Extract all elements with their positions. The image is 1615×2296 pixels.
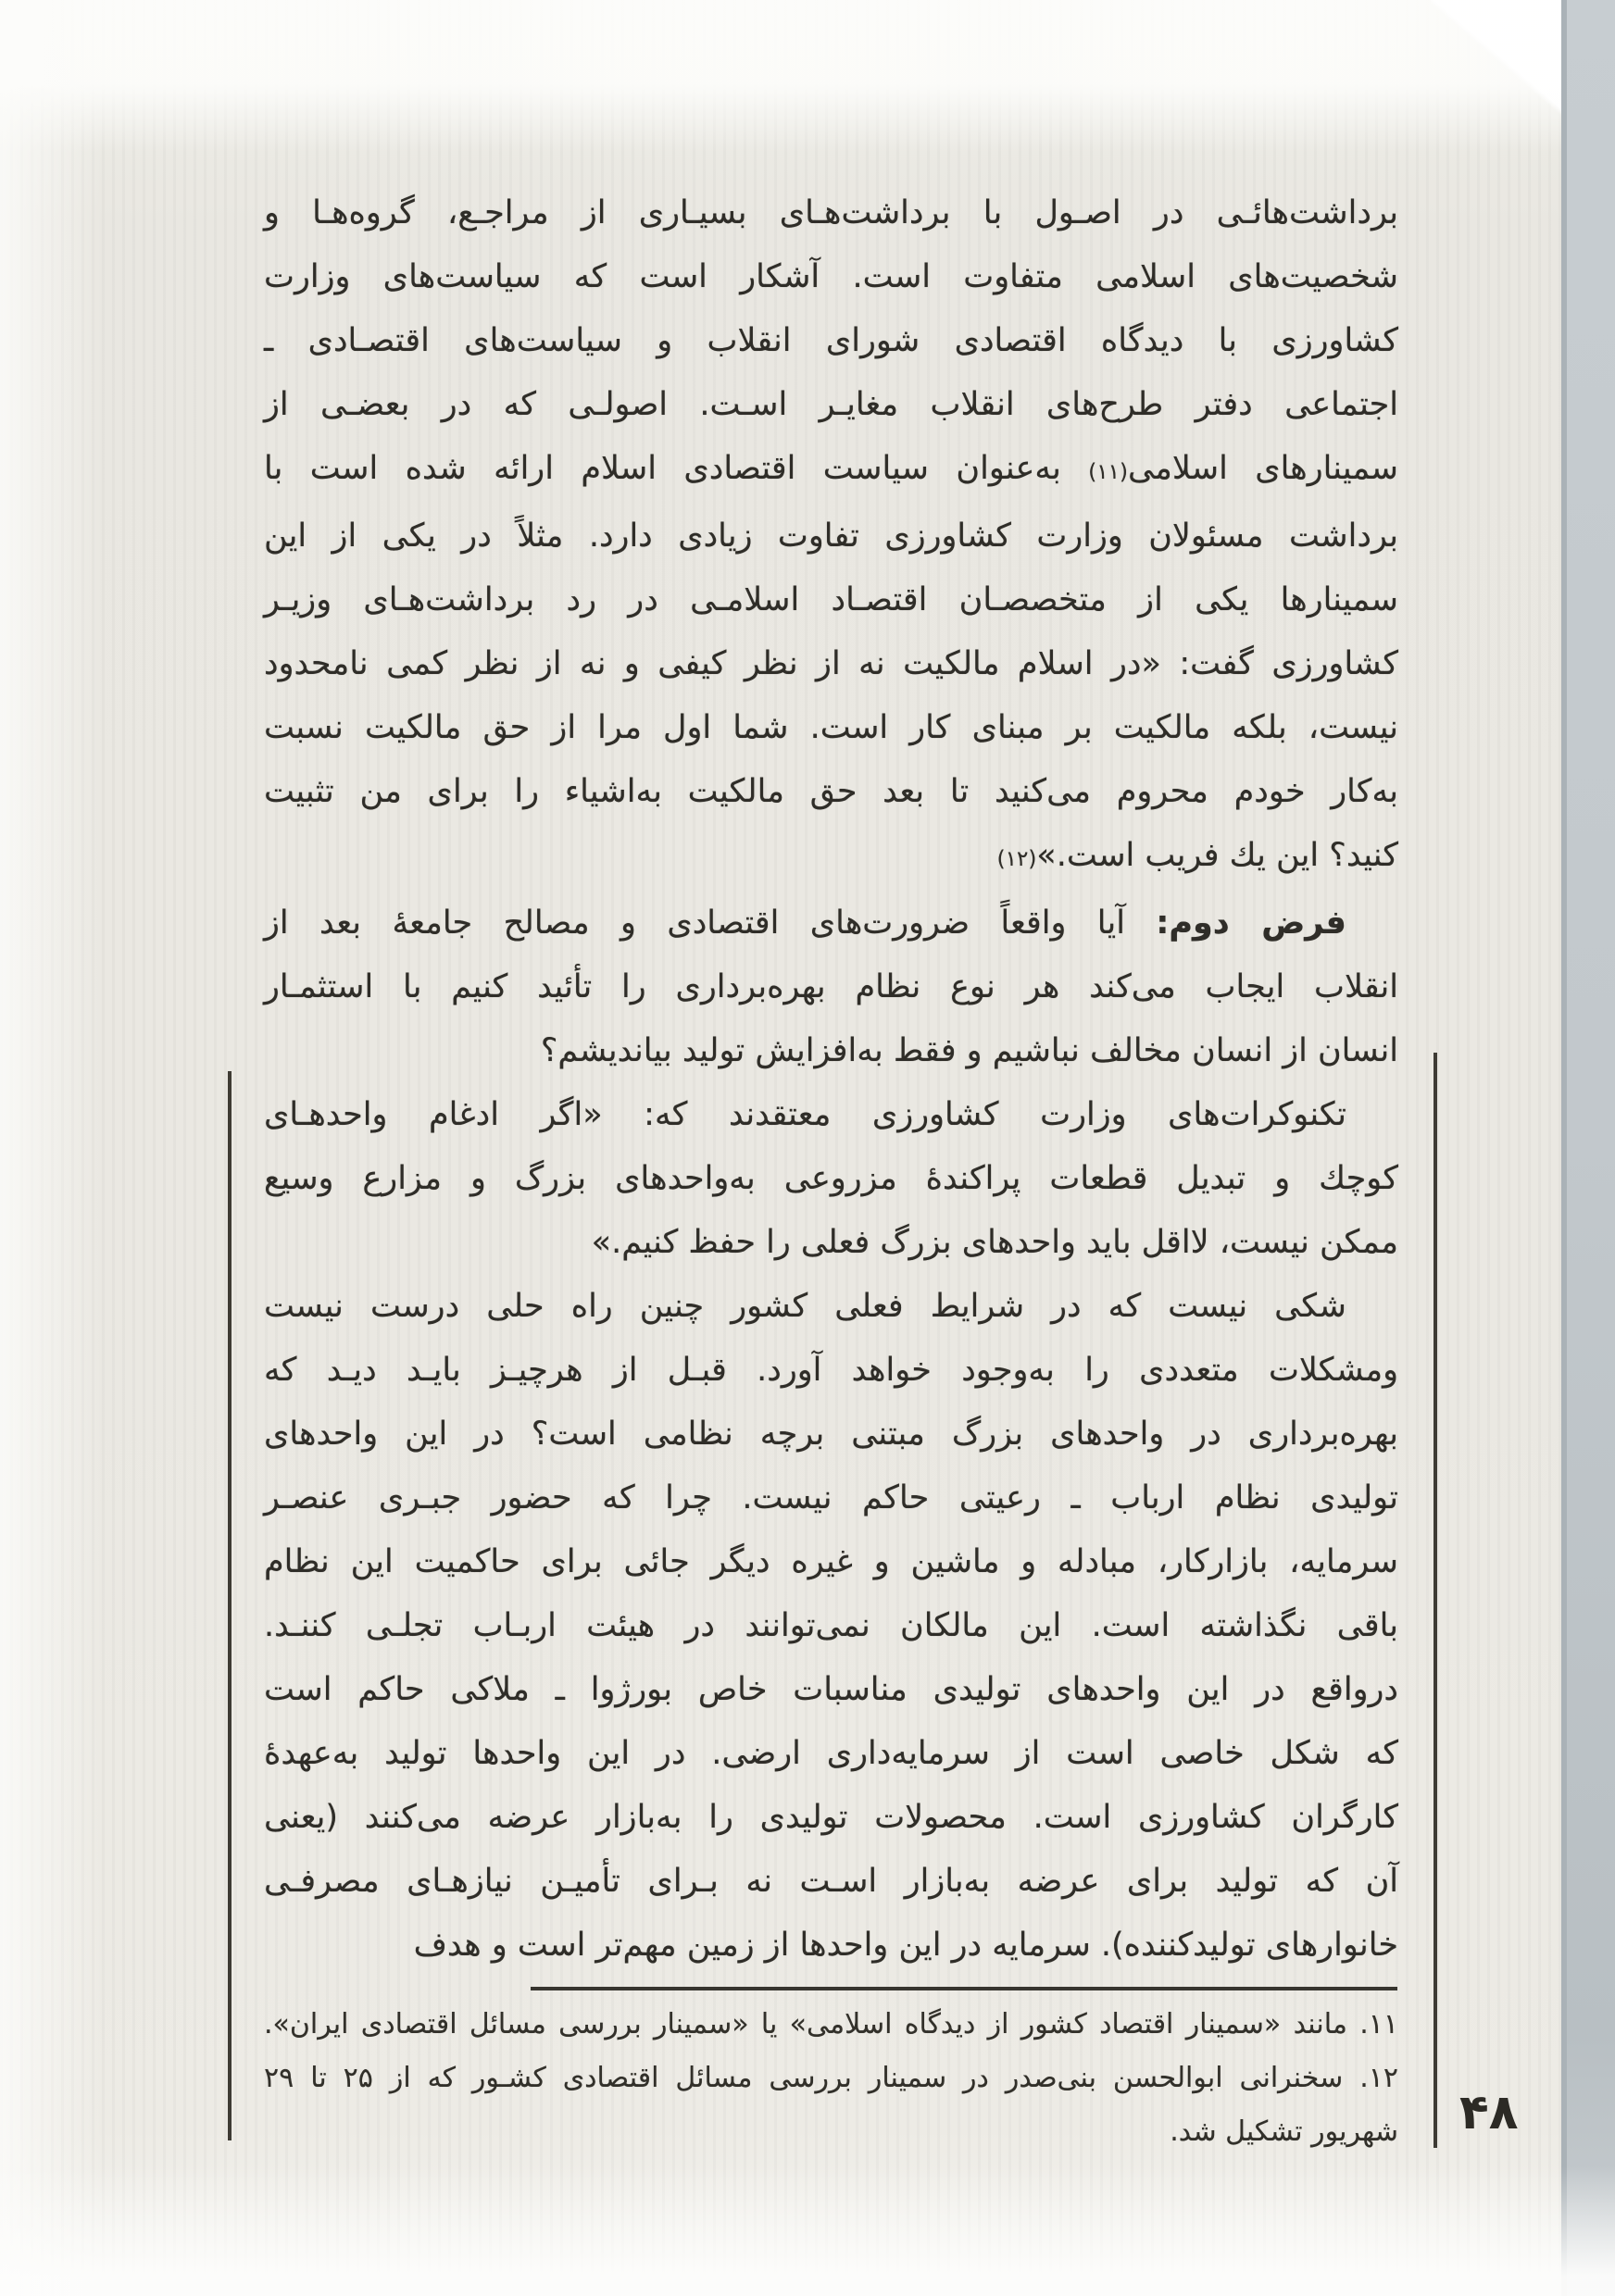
margin-rule-left <box>228 1071 232 2140</box>
text-line: کوچك و تبدیل قطعات پراکندهٔ مزروعی به‌واحدهای بزرگ و مزارع وسیع <box>264 1160 1398 1197</box>
text-line: آن که تولید برای عرضه به‌بازار اسـت نه بـرای تأمیـن نیازهـای مصرفـی <box>264 1863 1398 1900</box>
text-line: برداشت مسئولان وزارت کشاورزی تفاوت زیادی دارد. مثلاً در یکی از این <box>264 518 1398 555</box>
text-line: شخصیت‌های اسلامی متفاوت است. آشکار است که سیاست‌های وزارت <box>264 258 1398 295</box>
body-text-block <box>264 181 1398 1978</box>
footnote-reference: (۱۲) <box>996 847 1037 871</box>
margin-rule-right <box>1433 1053 1437 2148</box>
text-line: کشاورزی گفت: «در اسلام مالکیت نه از نظر کیفی و نه از نظر کمی نامحدود <box>264 645 1398 682</box>
text-line: سمینارها یکی از متخصصـان اقتصـاد اسلامـی در رد برداشت‌هـای وزیـر <box>264 581 1398 618</box>
text-line: ممکن نیست، لااقل باید واحدهای بزرگ فعلی را حفظ کنیم.» <box>591 1224 1398 1261</box>
top-glare <box>0 0 1567 153</box>
text-line: شکی نیست که در شرایط فعلی کشور چنین راه حلی درست نیست <box>264 1288 1346 1325</box>
left-edge-fade <box>0 0 102 2296</box>
text-line: تکنوکرات‌های وزارت کشاورزی معتقدند که: «اگر ادغام واحدهـای <box>264 1096 1346 1133</box>
text-line: نیست، بلکه مالکیت بر مبنای کار است. شما اول مرا از حق مالکیت نسبت <box>264 709 1398 746</box>
text-line: انقلاب ایجاب می‌کند هر نوع نظام بهره‌برداری را تأئید کنیم با استثمـار <box>264 968 1398 1005</box>
text-line: شهریور تشکیل شد. <box>1170 2115 1398 2148</box>
text-line: انسان از انسان مخالف نباشیم و فقط به‌افزایش تولید بیاندیشم؟ <box>540 1032 1398 1069</box>
text-line: ۱۲. سخنرانی ابوالحسن بنی‌صدر در سمینار بررسی مسائل اقتصادی کشـور که از ۲۵ تا ۲۹ <box>264 2062 1399 2094</box>
corner-glare <box>1431 0 1567 116</box>
book-edge-strip <box>1567 0 1615 2296</box>
text-line: برداشت‌هائـی در اصـول با برداشت‌هـای بسیـاری از مراجـع، گروه‌هـا و <box>264 194 1398 231</box>
bold-run-in: فرض دوم: <box>1156 905 1346 942</box>
text-line: تولیدی نظام ارباب ـ رعیتی حاکم نیست. چرا که حضور جبـری عنصـر <box>264 1479 1398 1516</box>
footnotes-block <box>264 1998 1398 2159</box>
page-number: ۴۸ <box>1459 2085 1519 2140</box>
bottom-edge-fade <box>0 2166 1615 2296</box>
text-line: درواقع در این واحدهای تولیدی مناسبات خاص بورژوا ـ ملاکی حاکم است <box>264 1671 1398 1708</box>
footnote-reference: (۱۱) <box>1088 460 1128 484</box>
text-line: ومشکلات متعددی را به‌وجود خواهد آورد. قبـل از هرچیـز بایـد دیـد که <box>264 1352 1398 1389</box>
text-line: سرمایه، بازارکار، مبادله و ماشین و غیره دیگر جائی برای حاکمیت این نظام <box>264 1543 1398 1580</box>
footnote-separator <box>531 1987 1397 1990</box>
text-line: خانوارهای تولیدکننده). سرمایه در این واحدها از زمین مهم‌تر است و هدف <box>413 1927 1398 1964</box>
text-line: سمینارهای اسلامی(۱۱) به‌عنوان سیاست اقتصادی اسلام ارائه شده است با <box>264 450 1398 487</box>
text-line: که شکل خاصی است از سرمایه‌داری ارضی. در این واحدها تولید به‌عهدهٔ <box>264 1735 1398 1772</box>
text-line: اجتماعی دفتر طرح‌های انقلاب مغایـر اسـت. اصولـی که در بعضـی از <box>264 386 1398 423</box>
text-line: فرض دوم: آیا واقعاً ضرورت‌های اقتصادی و مصالح جامعهٔ بعد از <box>264 905 1346 942</box>
text-line: باقی نگذاشته است. این مالکان نمی‌توانند در هیئت اربـاب تجلـی کننـد. <box>264 1607 1398 1644</box>
text-line: بهره‌برداری در واحدهای بزرگ مبتنی برچه نظامی است؟ در این واحدهای <box>264 1416 1398 1453</box>
text-line: کنید؟ این یك فریب است.»(۱۲) <box>996 837 1398 874</box>
text-line: کارگران کشاورزی است. محصولات تولیدی را به‌بازار عرضه می‌کنند (یعنی <box>264 1799 1398 1836</box>
text-line: کشاورزی با دیدگاه اقتصادی شورای انقلاب و سیاست‌های اقتصـادی ـ <box>264 322 1398 359</box>
text-line: ۱۱. مانند «سمینار اقتصاد کشور از دیدگاه اسلامی» یا «سمینار بررسی مسائل اقتصادی ایران». <box>264 2008 1398 2040</box>
text-line: به‌کار خودم محروم می‌کنید تا بعد حق مالکیت به‌اشیاء را برای من تثبیت <box>264 773 1398 810</box>
